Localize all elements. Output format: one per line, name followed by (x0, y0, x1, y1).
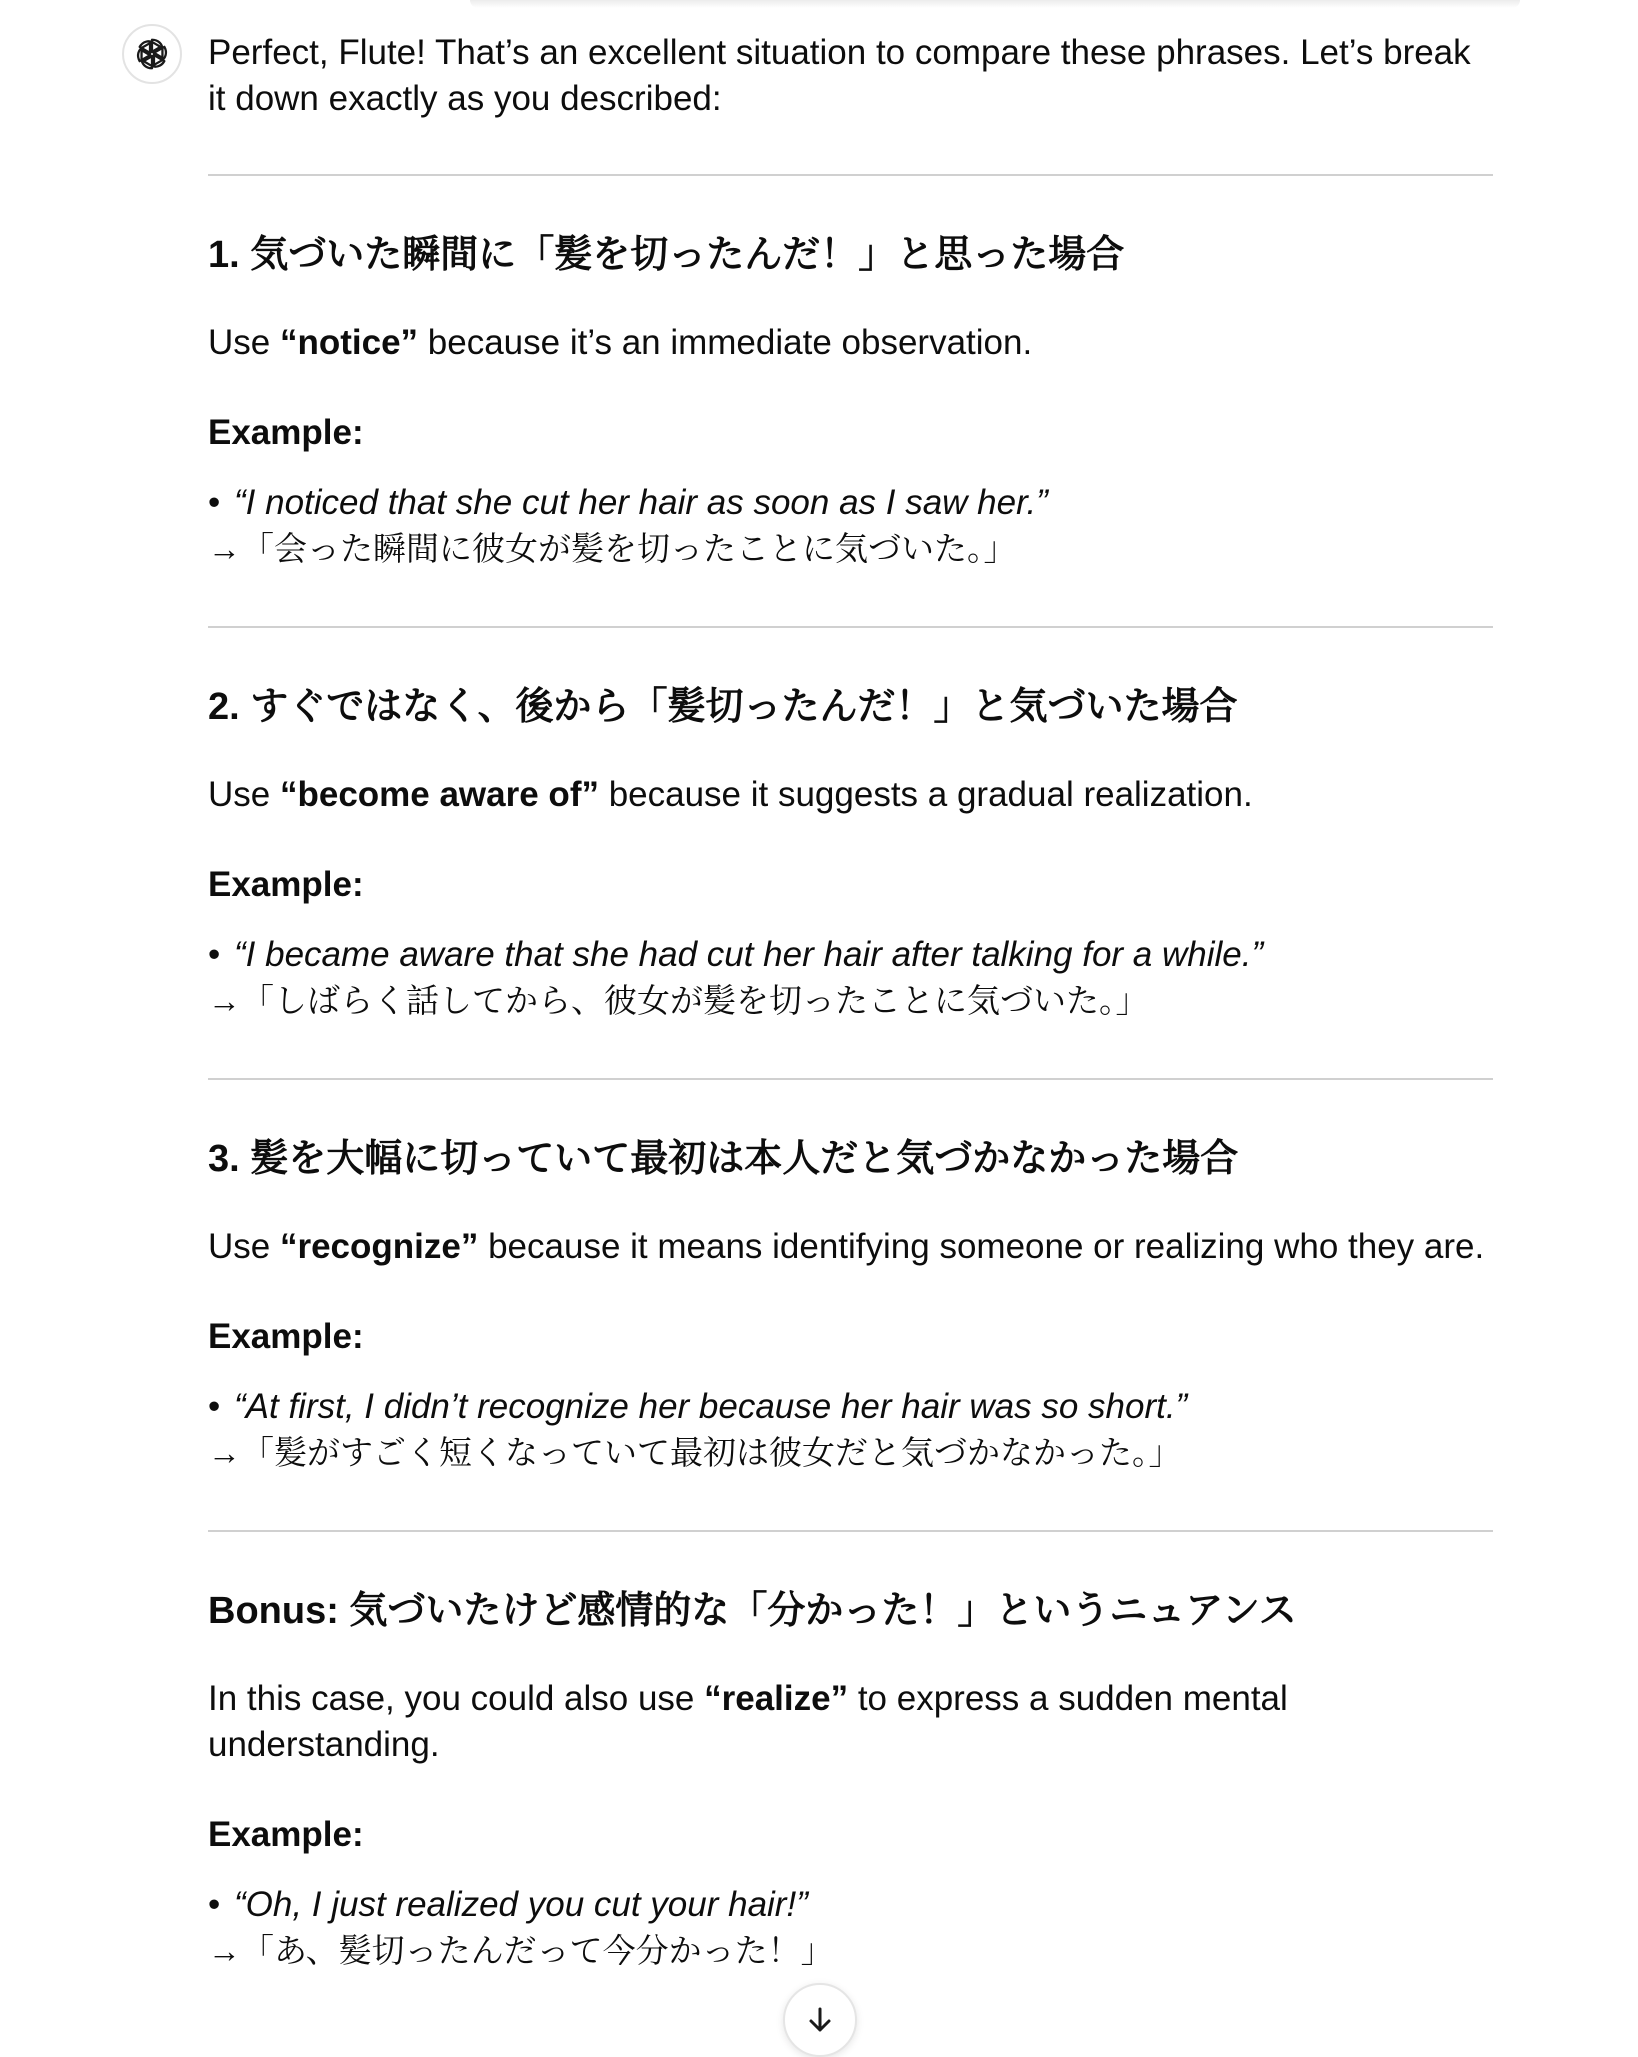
assistant-avatar (122, 24, 182, 84)
example-japanese: →「会った瞬間に彼女が髪を切ったことに気づいた。」 (208, 530, 1017, 567)
openai-logo-icon (133, 35, 171, 73)
example-japanese: →「髪がすごく短くなっていて最初は彼女だと気づかなかった。」 (208, 1434, 1182, 1471)
section-heading: 1. 気づいた瞬間に「髪を切ったんだ！」と思った場合 (208, 234, 1125, 276)
example-english: • “Oh, I just realized you cut your hair!” (208, 1882, 1493, 1928)
section-explanation: In this case, you could also use “realize” to express a sudden mental understanding. (208, 1679, 1288, 1764)
divider (208, 174, 1493, 176)
bullet: • (208, 935, 221, 974)
example-japanese: →「あ、髪切ったんだって今分かった！」 (208, 1932, 834, 1969)
bullet: • (208, 483, 221, 522)
section-explanation: Use “become aware of” because it suggests a gradual realization. (208, 775, 1253, 814)
scroll-to-bottom-button[interactable] (783, 1983, 857, 2057)
divider (208, 1078, 1493, 1080)
top-fade (470, 0, 1520, 8)
term: “recognize” (279, 1227, 479, 1266)
example-label: Example: (208, 413, 364, 452)
term: “become aware of” (279, 775, 599, 814)
term: “notice” (279, 323, 419, 362)
bullet: • (208, 1387, 221, 1426)
divider (208, 626, 1493, 628)
divider (208, 1530, 1493, 1532)
section-heading: Bonus: 気づいたけど感情的な「分かった！」というニュアンス (208, 1590, 1297, 1632)
example-english: • “At first, I didn’t recognize her because her hair was so short.” (208, 1384, 1493, 1430)
example-english: • “I noticed that she cut her hair as soon as I saw her.” (208, 480, 1493, 526)
term: “realize” (704, 1679, 849, 1718)
section-explanation: Use “notice” because it’s an immediate observation. (208, 323, 1033, 362)
example-label: Example: (208, 865, 364, 904)
example-label: Example: (208, 1317, 364, 1356)
intro-text: Perfect, Flute! That’s an excellent situation to compare these phrases. Let’s break it down exactly as you described: (208, 33, 1471, 118)
example-english: • “I became aware that she had cut her hair after talking for a while.” (208, 932, 1493, 978)
example-label: Example: (208, 1815, 364, 1854)
section-heading: 3. 髪を大幅に切っていて最初は本人だと気づかなかった場合 (208, 1138, 1239, 1180)
assistant-message (208, 30, 1493, 1974)
section-explanation: Use “recognize” because it means identifying someone or realizing who they are. (208, 1227, 1485, 1266)
example-japanese: →「しばらく話してから、彼女が髪を切ったことに気づいた。」 (208, 982, 1149, 1019)
arrow-down-icon (805, 2005, 835, 2035)
bullet: • (208, 1885, 221, 1924)
section-heading: 2. すぐではなく、後から「髪切ったんだ！」と気づいた場合 (208, 686, 1238, 728)
